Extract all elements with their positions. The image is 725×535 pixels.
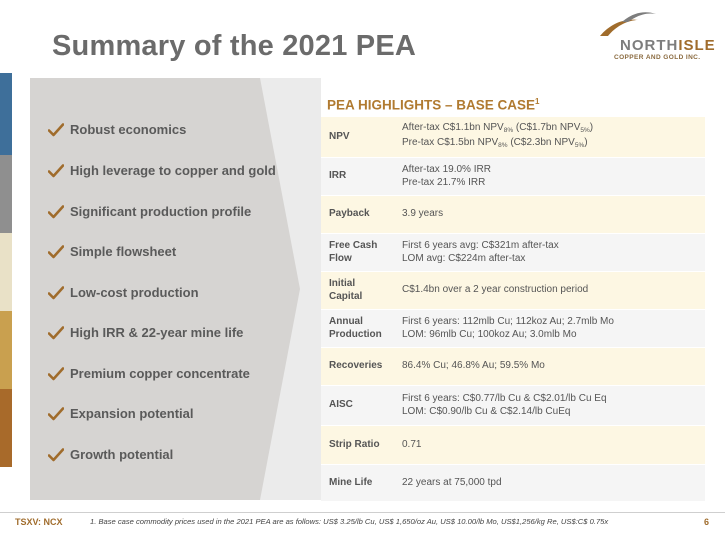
- bullet-text: High IRR & 22-year mine life: [70, 325, 244, 340]
- row-label: Strip Ratio: [329, 438, 380, 450]
- pea-highlights-table: [321, 90, 705, 501]
- row-label: IRR: [329, 170, 347, 182]
- checkmark-icon: [48, 205, 64, 219]
- table-row: [321, 271, 705, 309]
- row-label: Mine Life: [329, 476, 373, 488]
- row-value: After-tax 19.0% IRR Pre-tax 21.7% IRR: [402, 164, 491, 188]
- checkmark-icon: [48, 286, 64, 300]
- color-sidebar: [0, 73, 12, 467]
- row-label: NPV: [329, 130, 350, 142]
- table-row: [321, 425, 705, 464]
- row-label: Free Cash Flow: [329, 240, 378, 264]
- company-logo: [596, 6, 716, 66]
- row-value: 3.9 years: [402, 208, 444, 220]
- table-row: [321, 157, 705, 195]
- bullet-item: [48, 406, 194, 421]
- bullet-item: [48, 285, 199, 300]
- page-number: 6: [704, 517, 710, 527]
- checkmark-icon: [48, 164, 64, 178]
- row-value: 86.4% Cu; 46.8% Au; 59.5% Mo: [402, 360, 545, 372]
- row-label: Payback: [329, 208, 370, 220]
- row-value: First 6 years: C$0.77/lb Cu & C$2.01/lb Cu Eq LOM: C$0.90/lb Cu & C$2.14/lb CuEq: [402, 393, 607, 417]
- bullet-text: Low-cost production: [70, 285, 199, 300]
- checkmark-icon: [48, 123, 64, 137]
- table-row: [321, 385, 705, 425]
- row-label: Recoveries: [329, 360, 383, 372]
- checkmark-icon: [48, 407, 64, 421]
- table-row: [321, 309, 705, 347]
- logo-swoosh-icon: [598, 8, 658, 38]
- checkmark-icon: [48, 367, 64, 381]
- bullet-text: High leverage to copper and gold: [70, 163, 276, 178]
- bullet-text: Expansion potential: [70, 406, 194, 421]
- row-value: 0.71: [402, 438, 422, 450]
- logo-subtitle: COPPER AND GOLD INC.: [614, 54, 701, 61]
- row-label: AISC: [329, 399, 353, 411]
- footnote: 1. Base case commodity prices used in the 2021 PEA are as follows: US$ 3.25/lb Cu, US$ 1,650/oz Au, US$ 10.00/lb Mo, US$1,256/kg Re, US$:C$ 0.75x: [90, 517, 609, 526]
- row-value: C$1.4bn over a 2 year construction period: [402, 284, 589, 296]
- sidebar-block-blue: [0, 73, 12, 155]
- table-row: [321, 464, 705, 501]
- bullet-text: Premium copper concentrate: [70, 366, 250, 381]
- row-label: Initial Capital: [329, 278, 363, 302]
- bullet-item: [48, 244, 176, 259]
- sidebar-block-bronze: [0, 389, 12, 467]
- bullet-item: [48, 325, 243, 340]
- bullet-item: [48, 122, 186, 137]
- checkmark-icon: [48, 448, 64, 462]
- row-value: First 6 years avg: C$321m after-tax LOM avg: C$224m after-tax: [402, 240, 559, 264]
- row-label: Annual Production: [329, 316, 382, 340]
- sidebar-block-gold: [0, 311, 12, 389]
- bullet-text: Robust economics: [70, 122, 187, 137]
- checkmark-icon: [48, 245, 64, 259]
- bullet-item: [48, 447, 173, 462]
- page-title: Summary of the 2021 PEA: [52, 30, 417, 62]
- table-row: [321, 116, 705, 157]
- footer-divider: [0, 512, 725, 513]
- sidebar-block-cream: [0, 233, 12, 311]
- bullet-item: [48, 163, 276, 178]
- sidebar-block-grey: [0, 155, 12, 233]
- checkmark-icon: [48, 326, 64, 340]
- chevron-arrow-shape: [260, 78, 322, 500]
- bullet-item: [48, 366, 250, 381]
- bullet-item: [48, 204, 251, 219]
- bullet-text: Significant production profile: [70, 204, 252, 219]
- table-row: [321, 195, 705, 233]
- table-title: PEA HIGHLIGHTS – BASE CASE$^1$: [327, 97, 540, 113]
- bullet-text: Simple flowsheet: [70, 244, 177, 259]
- row-value: After-tax C$1.1bn $NPV_{8\%}$ (C$1.7bn $NPV_{5\%}$) Pre-tax C$1.5bn $NPV_{8\%}$ (C$2.3bn $NPV_{5\%}$): [402, 121, 594, 149]
- row-value: First 6 years: 112mlb Cu; 112koz Au; 2.7mlb Mo LOM: 96mlb Cu; 100koz Au; 3.0mlb Mo: [402, 316, 614, 340]
- ticker-symbol: TSXV: NCX: [15, 517, 63, 527]
- table-row: [321, 233, 705, 271]
- bullet-text: Growth potential: [70, 447, 174, 462]
- row-value: 22 years at 75,000 tpd: [402, 476, 502, 488]
- logo-name: NORTHISLE: [620, 37, 716, 54]
- table-row: [321, 347, 705, 385]
